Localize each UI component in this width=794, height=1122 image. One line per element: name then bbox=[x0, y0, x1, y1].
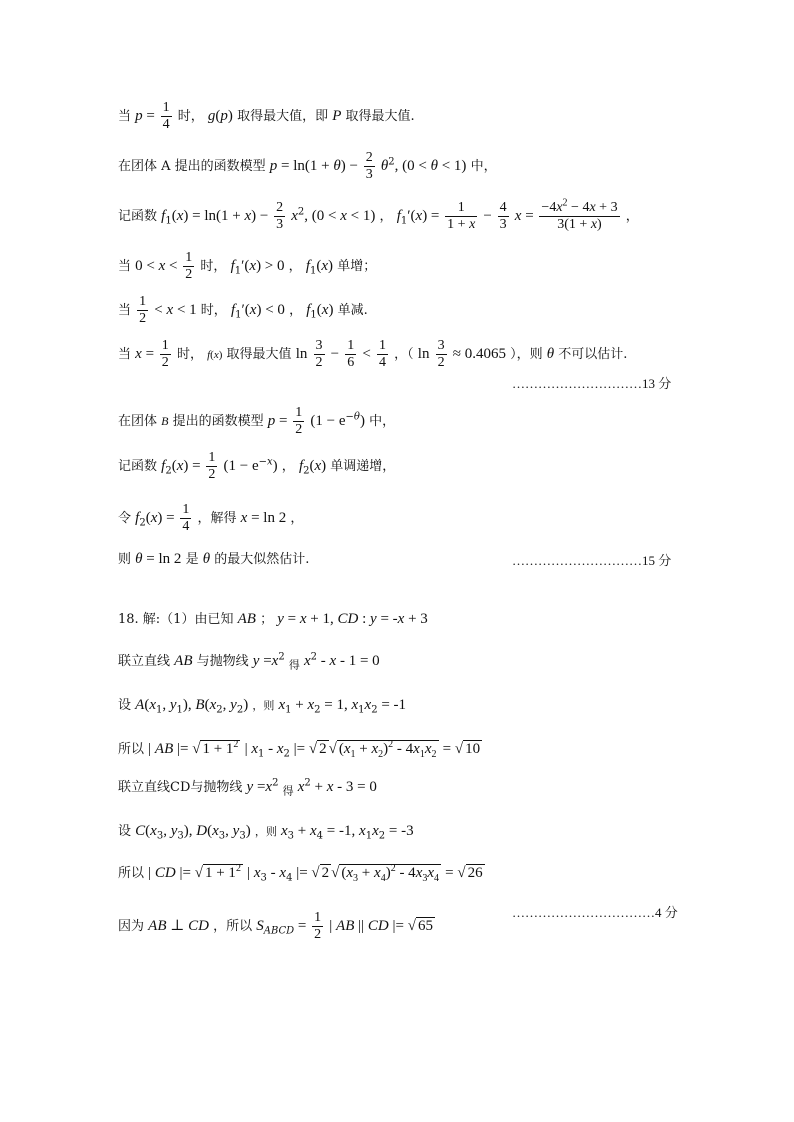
text: 所以 bbox=[118, 866, 145, 881]
text: ， bbox=[281, 459, 295, 474]
fraction: $\frac{1}{4}$ bbox=[162, 100, 170, 132]
text: 时， bbox=[177, 109, 204, 124]
text: ， bbox=[290, 511, 304, 526]
text: ），则 bbox=[510, 347, 543, 362]
line-12: 联立直线 AB 与抛物线 $y =x^2$ $_得$ $x^2 - x - 1 = 0$ bbox=[118, 651, 380, 672]
text: ，则 bbox=[254, 825, 277, 838]
line-14: 所以 | AB |= √ $1 + 1^2$ | $x_1 - x_2$ |= √ 2 √ $(x_1 + x_2)^2 - 4x_1x_2$ = √ 10 bbox=[118, 739, 481, 760]
text: 得 bbox=[288, 658, 300, 672]
text: ，解得 bbox=[197, 511, 237, 526]
line-7: 在团体 B 提出的函数模型 p = $\frac{1}{2}$ $(1 - e^{-\theta})$ 中， bbox=[118, 405, 396, 437]
text: 设 bbox=[118, 824, 132, 839]
text: ； bbox=[260, 612, 274, 627]
fraction: $\frac{1}{4}$ bbox=[379, 338, 386, 370]
line-9: 令 $f_2(x)$ = $\frac{1}{4}$ ，解得 x = ln 2 ， bbox=[118, 502, 304, 534]
text: 取得最大值，即 bbox=[237, 109, 329, 124]
text: 得 bbox=[282, 784, 294, 798]
text: 的最大似然估计. bbox=[214, 552, 310, 567]
text: 联立直线CD与抛物线 bbox=[118, 780, 243, 795]
text: 是 bbox=[185, 552, 199, 567]
text: 当 bbox=[118, 303, 132, 318]
text: 记函数 bbox=[118, 209, 158, 224]
fraction: $\frac{-4x^2 - 4x + 3}{3(1 + x)}$ bbox=[541, 197, 618, 232]
text: 单减. bbox=[337, 303, 368, 318]
score-4: ……………………………4 分 bbox=[512, 905, 678, 920]
text: ，则 bbox=[252, 699, 275, 712]
text: 18. 解:（1）由已知 bbox=[118, 612, 234, 627]
score-13: …………………………13 分 bbox=[512, 376, 672, 391]
line-4: 当 0 < x < $\frac{1}{2}$ 时， $f_1'(x) > 0$ ， $f_1(x)$ 单增； bbox=[118, 250, 377, 282]
text: 中， bbox=[369, 414, 396, 429]
line-10: 则 θ = ln 2 是 θ 的最大似然估计. bbox=[118, 551, 310, 567]
line-11: 18. 解:（1）由已知 AB ； y = x + 1, CD : y = -x + 3 bbox=[118, 611, 428, 627]
score-15: …………………………15 分 bbox=[512, 553, 672, 568]
line-3: 记函数 $f_1(x) = \ln(1 + x)$ − $\frac{2}{3}$ $x^2$, (0 < x < 1) ， $f_1'(x)$ = $\frac{1}{1 + x}$ − $\frac{4}{3}$ x = $\frac{-4x^2 - 4x + 3}{3(1 + x)}$ ， bbox=[118, 197, 639, 232]
fraction: $\frac{1}{2}$ bbox=[314, 910, 322, 942]
fraction: $\frac{1}{2}$ bbox=[139, 294, 147, 326]
line-17: 所以 | CD |= √ $1 + 1^2$ | $x_3 - x_4$ |= √ 2 √ $(x_3 + x_4)^2 - 4x_3x_4$ = √ 26 bbox=[118, 863, 483, 884]
fraction: $\frac{3}{2}$ bbox=[437, 338, 445, 370]
fraction: $\frac{1}{6}$ bbox=[347, 338, 355, 370]
text: 设 bbox=[118, 698, 132, 713]
line-1: 当 p = $\frac{1}{4}$ 时， g(p) 取得最大值，即 P 取得最大值. bbox=[118, 100, 415, 132]
text: 当 bbox=[118, 259, 132, 274]
text: 在团体 bbox=[118, 414, 158, 429]
fraction: $\frac{1}{2}$ bbox=[295, 405, 303, 437]
text: 不可以估计. bbox=[558, 347, 628, 362]
line-15: 联立直线CD与抛物线 $y =x^2$ $_得$ $x^2 + x - 3 = 0$ bbox=[118, 777, 377, 798]
line-8: 记函数 $f_2(x)$ = $\frac{1}{2}$ $(1 - e^{-x})$ ， $f_2(x)$ 单调递增， bbox=[118, 450, 396, 482]
line-18: 因为 AB ⊥ CD ，所以 $S_{ABCD}$ = $\frac{1}{2}$ | AB || CD |= √ 65 bbox=[118, 910, 433, 942]
fraction: $\frac{2}{3}$ bbox=[365, 150, 373, 182]
line-16: 设 $C(x_3$, $y_3$), $D(x_3$, $y_3$) ，则 $x_3 + x_4 = -1$, $x_1x_2 = -3$ bbox=[118, 823, 414, 842]
text: 取得最大值 bbox=[226, 347, 292, 362]
text: ， bbox=[288, 259, 302, 274]
line-6: 当 x = $\frac{1}{2}$ 时， f(x) 取得最大值 ln $\frac{3}{2}$ − $\frac{1}{6}$ < $\frac{1}{4}$ ，（ ln $\frac{3}{2}$ ≈ 0.4065 ），则 θ 不可以估计. bbox=[118, 338, 628, 370]
text: 记函数 bbox=[118, 459, 158, 474]
text: 单调递增， bbox=[330, 459, 396, 474]
text: ，所以 bbox=[213, 919, 253, 934]
fraction: $\frac{1}{4}$ bbox=[182, 502, 190, 534]
fraction: $\frac{1}{2}$ bbox=[208, 450, 216, 482]
text: 则 bbox=[118, 552, 132, 567]
text: 所以 bbox=[118, 742, 145, 757]
text: ， bbox=[289, 303, 303, 318]
line-2: 在团体 A 提出的函数模型 p = ln(1 + θ) − $\frac{2}{3}$ $\theta^2$, (0 < θ < 1) 中， bbox=[118, 150, 497, 182]
fraction: $\frac{2}{3}$ bbox=[276, 200, 284, 232]
text: 在团体 A 提出的函数模型 bbox=[118, 159, 266, 174]
text: 当 bbox=[118, 109, 132, 124]
text: 中， bbox=[470, 159, 497, 174]
text: 取得最大值. bbox=[345, 109, 415, 124]
text: 时， bbox=[200, 303, 227, 318]
line-13: 设 $A(x_1$, $y_1$), $B(x_2$, $y_2$) ，则 $x_1 + x_2 = 1$, $x_1x_2 = -1$ bbox=[118, 697, 407, 716]
text: 时， bbox=[176, 347, 203, 362]
fraction: $\frac{1}{2}$ bbox=[185, 250, 193, 282]
fraction: $\frac{4}{3}$ bbox=[499, 200, 507, 232]
fraction: $\frac{1}{1 + x}$ bbox=[447, 200, 476, 232]
line-5: 当 $\frac{1}{2}$ < x < 1 时， $f_1'(x) < 0$ ， $f_1(x)$ 单减. bbox=[118, 294, 368, 326]
text: 因为 bbox=[118, 919, 145, 934]
text: 令 bbox=[118, 511, 132, 526]
fraction: $\frac{3}{2}$ bbox=[315, 338, 323, 370]
text: ， bbox=[379, 209, 393, 224]
text: 当 bbox=[118, 347, 132, 362]
fraction: $\frac{1}{2}$ bbox=[161, 338, 169, 370]
text: ， bbox=[625, 209, 639, 224]
text: 时， bbox=[200, 259, 227, 274]
text: 单增； bbox=[337, 259, 377, 274]
text: 联立直线 bbox=[118, 654, 171, 669]
text: ，（ bbox=[394, 347, 414, 362]
text: 与抛物线 bbox=[196, 654, 249, 669]
text: 提出的函数模型 bbox=[172, 414, 264, 429]
